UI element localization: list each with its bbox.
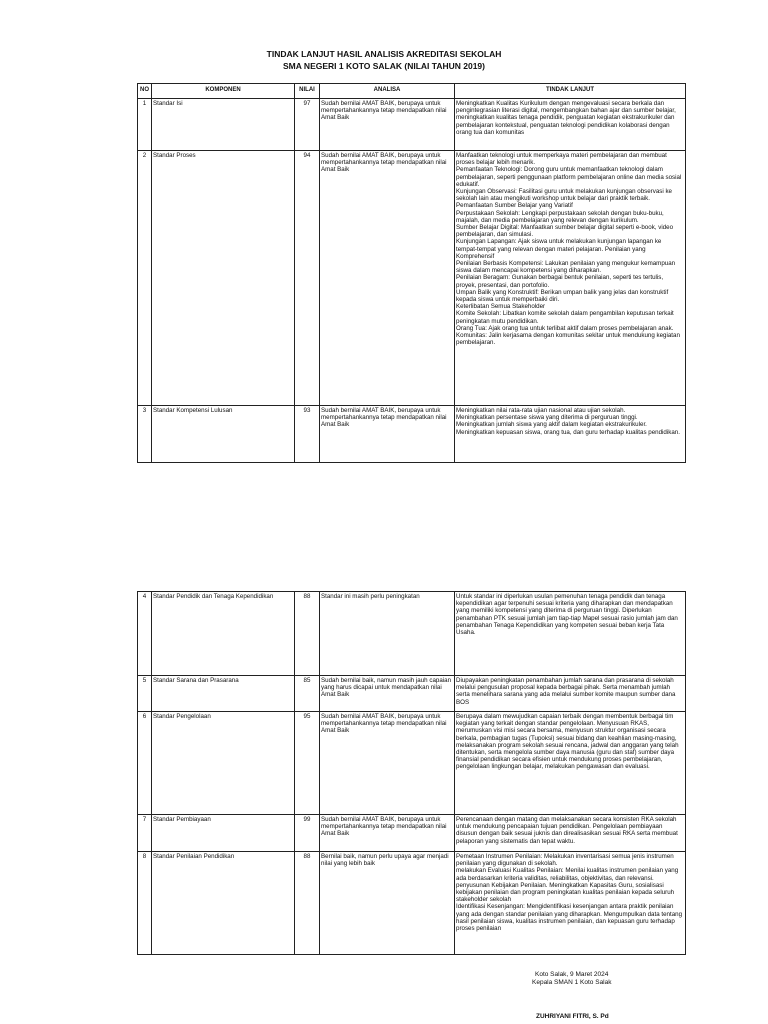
header-analisa: ANALISA bbox=[320, 84, 455, 99]
signature-place-date: Koto Salak, 9 Maret 2024 bbox=[535, 971, 609, 978]
cell-nilai: 99 bbox=[295, 815, 320, 852]
document-title: TINDAK LANJUT HASIL ANALISIS AKREDITASI SEKOLAH bbox=[266, 49, 502, 59]
cell-nilai: 93 bbox=[295, 406, 320, 463]
tindak-lanjut-line: Penilaian Berbasis Kompetensi: Lakukan penilaian yang mengukur kemampuan siswa dalam mencapai kompetensi yang diharapkan. bbox=[456, 260, 676, 275]
header-komponen: KOMPONEN bbox=[152, 84, 295, 99]
tindak-lanjut-line: Penilaian Beragam: Gunakan berbagai bentuk penilaian, seperti tes tertulis, proyek, presentasi, dan portofolio. bbox=[456, 274, 664, 289]
tindak-lanjut-line: Manfaatkan teknologi untuk memperkaya materi pembelajaran dan membuat proses belajar lebih menarik. bbox=[456, 152, 667, 167]
tindak-lanjut-line: Perpustakaan Sekolah: Lengkapi perpustakaan sekolah dengan buku-buku, majalah, dan media pembelajaran yang relevan dengan kurikulum. bbox=[456, 209, 664, 224]
accreditation-table-page1 bbox=[137, 83, 686, 463]
tindak-lanjut-line: Pemetaan Instrumen Penilaian: Melakukan inventarisasi semua jenis instrumen penilaian yang digunakan di sekolah. bbox=[456, 853, 674, 868]
tindak-lanjut-line: Komite Sekolah: Libatkan komite sekolah dalam pengambilan keputusan terkait peningkatan mutu pendidikan. bbox=[456, 310, 674, 325]
tindak-lanjut-line: Diupayakan peningkatan penambahan jumlah sarana dan prasarana di sekolah melalui pengusulan proposal kepada berbagai pihak. Serta menambah jumlah serta menelihara sarana yang ada melalui sumber komite maupun sumber dana BOS bbox=[456, 677, 676, 706]
cell-analisa: Sudah bernilai AMAT BAIK, berupaya untuk mempertahankannya tetap mendapatkan nilai Amat Baik bbox=[320, 151, 455, 406]
cell-komponen: Standar Penilaian Pendidikan bbox=[152, 852, 295, 955]
cell-nilai: 88 bbox=[295, 852, 320, 955]
cell-komponen: Standar Pendidik dan Tenaga Kependidikan bbox=[152, 592, 295, 676]
cell-analisa: Sudah bernilai AMAT BAIK, berupaya untuk mempertahankannya tetap mendapatkan nilai Amat Baik bbox=[320, 815, 455, 852]
tindak-lanjut-line: Meningkatkan Kualitas Kurikulum dengan mengevaluasi secara berkala dan pengintegrasian literasi digital, mengembangkan bahan ajar dan sumber belajar, meningkatkan kualitas tenaga pendidik, penguatan kegiatan ekstrakurikuler dan pembelajaran kontekstual, penguatan teknologi pendidikan kolaborasi dengan orang tua dan komunitas bbox=[456, 100, 676, 136]
table-row bbox=[138, 712, 686, 815]
cell-no: 8 bbox=[138, 852, 152, 955]
table-row bbox=[138, 852, 686, 955]
accreditation-table-page2 bbox=[137, 591, 686, 955]
table-row bbox=[138, 676, 686, 712]
cell-tindak-lanjut bbox=[455, 712, 686, 815]
tindak-lanjut-line: melakukan Evaluasi Kualitas Penilaian: Menilai kualitas instrumen penilaian yang ada berdasarkan kriteria validitas, reliabilitas, objektivitas, dan relevansi. bbox=[456, 867, 679, 882]
tindak-lanjut-line: Perencanaan dengan matang dan melaksanakan secara konsisten RKA sekolah untuk mendukung pencapaian tujuan pendidikan. Pengelolaan pembiayaan disusun dengan baik sesuai juknis dan direalisasikan sesuai RKA serta membuat pelaporan yang sistematis dan tepat waktu. bbox=[456, 816, 678, 845]
cell-no: 5 bbox=[138, 676, 152, 712]
cell-nilai: 94 bbox=[295, 151, 320, 406]
signature-name: ZUHRIYANI FITRI, S. Pd bbox=[536, 1013, 609, 1020]
tindak-lanjut-line: penyusunan Kebijakan Penilaian. Meningkatkan Kapasitas Guru, sosialisasi kebijakan penilaian dan program peningkatan kualitas penilaian kepada seluruh stakeholder sekolah bbox=[456, 881, 675, 904]
cell-tindak-lanjut bbox=[455, 852, 686, 955]
tindak-lanjut-line: Pemanfaatan Sumber Belajar yang Variatif bbox=[456, 202, 573, 210]
tindak-lanjut-line: Keterlibatan Semua Stakeholder bbox=[456, 303, 546, 311]
table-row bbox=[138, 99, 686, 151]
tindak-lanjut-line: Komunitas: Jalin kerjasama dengan komunitas sekitar untuk mendukung kegiatan pembelajaran. bbox=[456, 332, 680, 347]
cell-analisa: Sudah bernilai AMAT BAIK, berupaya untuk mempertahankannya tetap mendapatkan nilai Amat Baik bbox=[320, 406, 455, 463]
tindak-lanjut-line: Berupaya dalam mewujudkan capaian terbaik dengan membentuk berbagai tim kegiatan yang terkait dengan standar pengelolaan. Menyusuan RKAS, merumuskan visi misi secara bersama, menyusun struktur organisasi secara berkala, pembagian tugas (Tupoksi) sesuai bidang dan keahlian masing-masing, melaksanakan program sekolah sesuai rencana, jadwal dan anggaran yang telah ditentukan, serta mengelola sumber daya manusia (guru dan staf) sumber daya finansial pendidikan secara efisien untuk mendukung proses pembelajaran, pengelolaan lingkungan belajar, melakukan pengawasan dan evaluasi. bbox=[456, 713, 679, 771]
tindak-lanjut-line: Meningkatkan persentase siswa yang diterima di perguruan tinggi. bbox=[456, 414, 638, 422]
header-tindak-lanjut: TINDAK LANJUT bbox=[455, 84, 686, 99]
cell-analisa: Sudah bernilai baik, namun masih jauh capaian yang harus dicapai untuk mendapatkan nilai Amat Baik bbox=[320, 676, 455, 712]
tindak-lanjut-line: Pemanfaatan Teknologi: Dorong guru untuk memanfaatkan teknologi dalam pembelajaran, seperti penggunaan platform pembelajaran online dan media sosial edukatif. bbox=[456, 166, 682, 188]
tindak-lanjut-line: Meningkatkan jumlah siswa yang aktif dalam kegiatan ekstrakurikuler. bbox=[456, 421, 647, 429]
header-no: NO bbox=[138, 84, 152, 99]
cell-komponen: Standar Proses bbox=[152, 151, 295, 406]
cell-analisa: Sudah bernilai AMAT BAIK, berupaya untuk mempertahankannya tetap mendapatkan nilai Amat Baik bbox=[320, 99, 455, 151]
cell-no: 2 bbox=[138, 151, 152, 406]
cell-tindak-lanjut bbox=[455, 676, 686, 712]
cell-tindak-lanjut bbox=[455, 592, 686, 676]
tindak-lanjut-line: Kunjungan Lapangan: Ajak siswa untuk melakukan kunjungan lapangan ke tempat-tempat yang relevan dengan materi pelajaran. Penilaian yang Komprehensif bbox=[456, 238, 662, 260]
cell-no: 7 bbox=[138, 815, 152, 852]
cell-nilai: 95 bbox=[295, 712, 320, 815]
cell-no: 6 bbox=[138, 712, 152, 815]
document-subtitle: SMA NEGERI 1 KOTO SALAK (NILAI TAHUN 2019) bbox=[283, 61, 485, 71]
table-header-row bbox=[138, 84, 686, 99]
table-row bbox=[138, 815, 686, 852]
cell-komponen: Standar Isi bbox=[152, 99, 295, 151]
cell-nilai: 85 bbox=[295, 676, 320, 712]
cell-no: 3 bbox=[138, 406, 152, 463]
cell-analisa: Sudah bernilai AMAT BAIK, berupaya untuk mempertahankannya tetap mendapatkan nilai Amat Baik bbox=[320, 712, 455, 815]
cell-komponen: Standar Kompetensi Lulusan bbox=[152, 406, 295, 463]
cell-komponen: Standar Sarana dan Prasarana bbox=[152, 676, 295, 712]
table-row bbox=[138, 406, 686, 463]
cell-tindak-lanjut bbox=[455, 815, 686, 852]
cell-tindak-lanjut bbox=[455, 99, 686, 151]
header-nilai: NILAI bbox=[295, 84, 320, 99]
tindak-lanjut-line: Untuk standar ini diperlukan usulan pemenuhan tenaga pendidik dan tenaga kependidikan agar terpenuhi sesuai kriteria yang diharapkan dan mendapatkan yang memiliki kompetensi yang diterima di perguruan tinggi. Diperlukan penambahan PTK sesuai jumlah jam tiap-tiap Mapel sesuai rasio jumlah jam dan penambahan Tenaga Kependidikan yang kompeten sesuai beban kerja Tata Usaha. bbox=[456, 593, 678, 637]
cell-nilai: 97 bbox=[295, 99, 320, 151]
tindak-lanjut-line: Identifikasi Kesenjangan: Mengidentifikasi kesenjangan antara praktik penilaian yang ada dengan standar penilaian yang diharapkan. Mengumpulkan data tentang hasil penilaian siswa, kualitas instrumen penilaian, dan kepuasan guru terhadap proses penilaian bbox=[456, 903, 683, 933]
cell-analisa: Standar ini masih perlu peningkatan bbox=[320, 592, 455, 676]
cell-komponen: Standar Pengelolaan bbox=[152, 712, 295, 815]
tindak-lanjut-line: Meningkatkan nilai rata-rata ujian nasional atau ujian sekolah. bbox=[456, 407, 626, 414]
cell-tindak-lanjut bbox=[455, 151, 686, 406]
tindak-lanjut-line: Kunjungan Observasi: Fasilitasi guru untuk melakukan kunjungan observasi ke sekolah lain atau mengikuti workshop untuk belajar dari praktik terbaik. bbox=[456, 188, 672, 203]
cell-nilai: 88 bbox=[295, 592, 320, 676]
cell-no: 1 bbox=[138, 99, 152, 151]
tindak-lanjut-line: Orang Tua: Ajak orang tua untuk terlibat aktif dalam proses pembelajaran anak. bbox=[456, 324, 674, 332]
cell-analisa: Bernilai baik, namun perlu upaya agar menjadi nilai yang lebih baik bbox=[320, 852, 455, 955]
signature-role: Kepala SMAN 1 Koto Salak bbox=[532, 979, 612, 986]
table-row bbox=[138, 151, 686, 406]
tindak-lanjut-line: Meningkatkan kepuasan siswa, orang tua, dan guru terhadap kualitas pendidikan. bbox=[456, 428, 680, 436]
table-row bbox=[138, 592, 686, 676]
tindak-lanjut-line: Sumber Belajar Digital: Manfaatkan sumber belajar digital seperti e-book, video pembelajaran, dan simulasi. bbox=[456, 224, 674, 239]
cell-no: 4 bbox=[138, 592, 152, 676]
cell-komponen: Standar Pembiayaan bbox=[152, 815, 295, 852]
tindak-lanjut-line: Umpan Balik yang Konstruktif: Berikan umpan balik yang jelas dan konstruktif kepada siswa untuk memperbaiki diri. bbox=[456, 288, 669, 304]
cell-tindak-lanjut bbox=[455, 406, 686, 463]
